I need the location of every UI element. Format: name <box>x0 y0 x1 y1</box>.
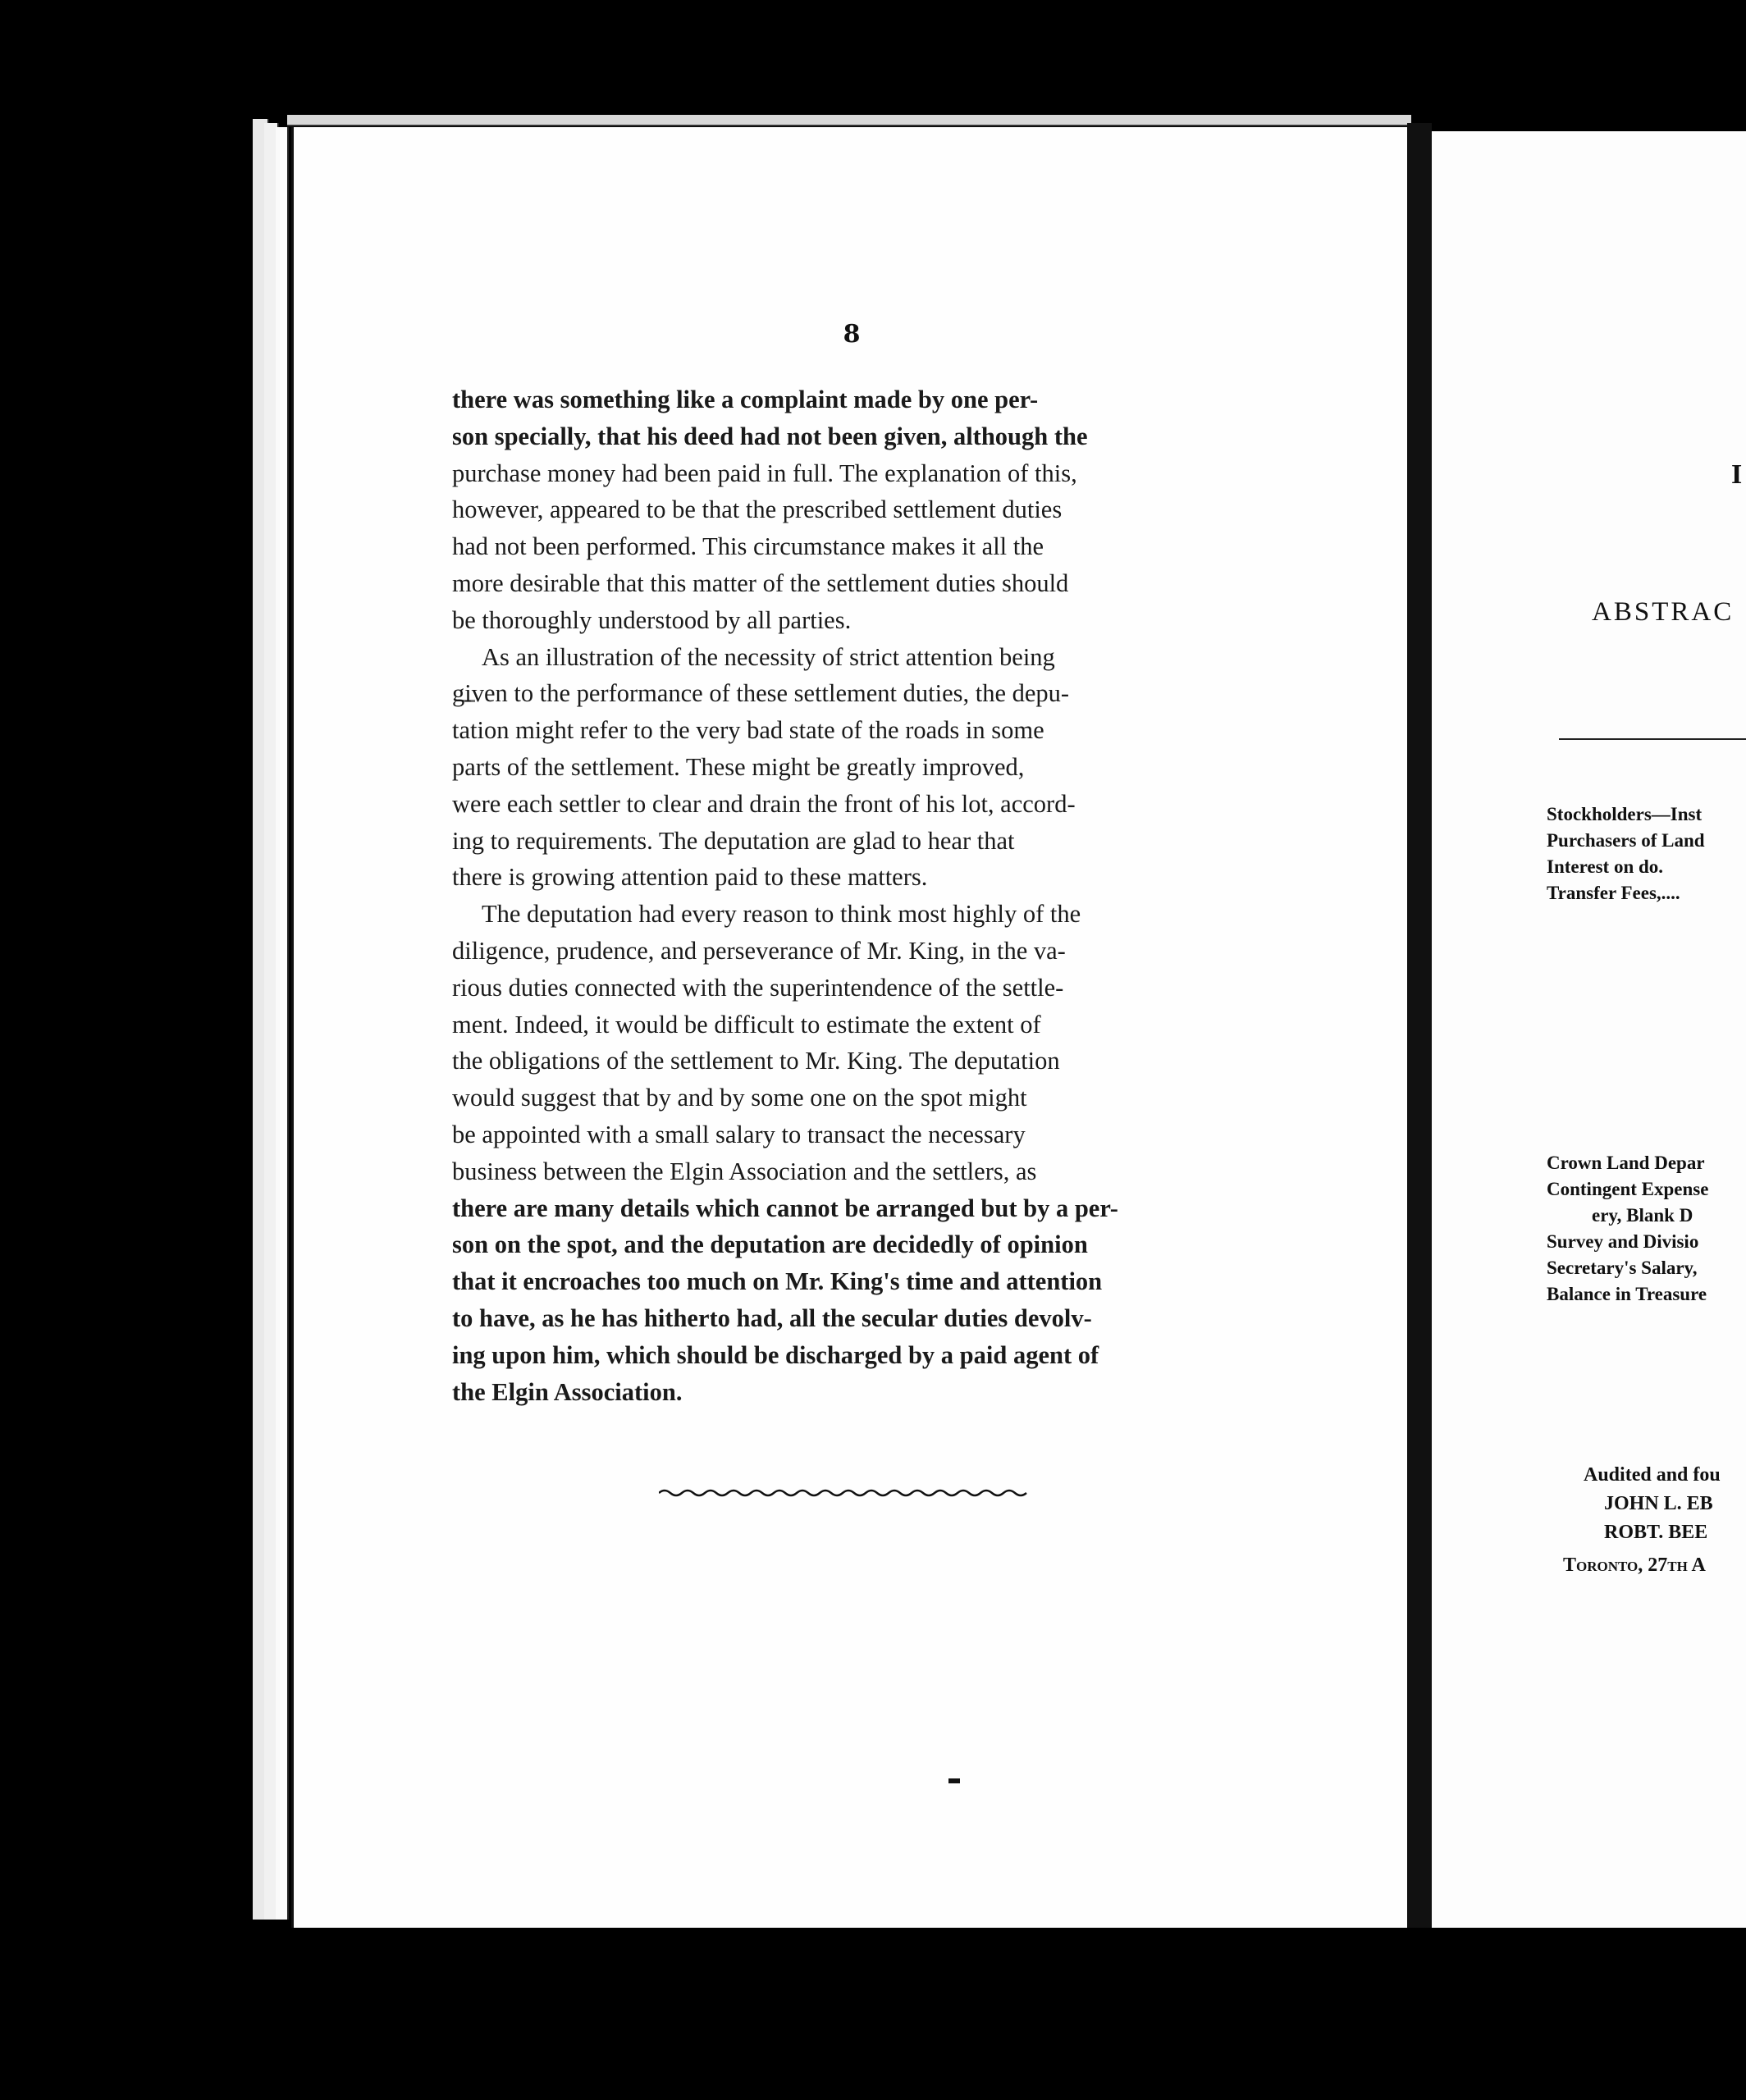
line: to have, as he has hitherto had, all the secular duties devolv- <box>452 1303 1092 1332</box>
expenditure-row: ery, Blank D <box>1592 1205 1693 1226</box>
line: be thoroughly understood by all parties. <box>452 605 852 634</box>
horizontal-rule <box>1559 738 1746 740</box>
line: more desirable that this matter of the settlement duties should <box>452 568 1069 597</box>
page-edge <box>276 127 289 1920</box>
audit-signatory: ROBT. BEE <box>1604 1522 1708 1543</box>
expenditure-row: Survey and Divisio <box>1547 1231 1699 1252</box>
receipt-row: Purchasers of Land <box>1547 830 1705 851</box>
page-number: 8 <box>843 320 861 349</box>
line: the obligations of the settlement to Mr. King. The deputation <box>452 1047 1060 1075</box>
audit-line: Audited and fou <box>1584 1464 1721 1486</box>
heading-fragment: I <box>1731 459 1743 490</box>
receipt-row: Interest on do. <box>1547 856 1664 877</box>
line: there is growing attention paid to these matters. <box>452 863 928 892</box>
expenditure-row: Crown Land Depar <box>1547 1153 1705 1173</box>
expenditure-row: Contingent Expense <box>1547 1179 1709 1199</box>
line: ing upon him, which should be discharged by a paid agent of <box>452 1340 1099 1369</box>
line: As an illustration of the necessity of strict attention being <box>482 642 1055 671</box>
line: there was something like a complaint made by one per- <box>452 386 1039 413</box>
book-gutter <box>1407 123 1432 1928</box>
line: given to the performance of these settlement duties, the depu- <box>452 679 1070 708</box>
paragraph-2 <box>452 639 1252 897</box>
line: that it encroaches too much on Mr. King's time and attention <box>452 1267 1103 1296</box>
line: would suggest that by and by some one on the spot might <box>452 1084 1027 1112</box>
line: rious duties connected with the superintendence of the settle- <box>452 973 1064 1002</box>
abstract-heading-fragment: ABSTRAC <box>1592 597 1735 627</box>
line: ing to requirements. The deputation are glad to hear that <box>452 826 1015 855</box>
audit-signatory: JOHN L. EB <box>1604 1493 1713 1514</box>
line: had not been performed. This circumstance makes it all the <box>452 532 1044 561</box>
expenditure-row: Secretary's Salary, <box>1547 1258 1698 1278</box>
receipt-row: Stockholders—Inst <box>1547 804 1703 824</box>
line: son specially, that his deed had not been given, although the <box>452 422 1088 450</box>
line: son on the spot, and the deputation are decidedly of opinion <box>452 1230 1088 1259</box>
ink-mark <box>948 1778 960 1783</box>
left-page <box>291 127 1410 1928</box>
audit-place-date: Toronto, 27th A <box>1563 1554 1706 1576</box>
line: be appointed with a small salary to transact the necessary <box>452 1120 1026 1148</box>
body-text <box>452 381 1252 1410</box>
wavy-rule-ornament <box>659 1485 1028 1501</box>
line: ment. Indeed, it would be difficult to estimate the extent of <box>452 1010 1041 1039</box>
paragraph-3 <box>452 896 1252 1410</box>
line: parts of the settlement. These might be greatly improved, <box>452 752 1025 781</box>
line: the Elgin Association. <box>452 1377 683 1406</box>
line: The deputation had every reason to think most highly of the <box>482 900 1081 929</box>
receipt-row: Transfer Fees,.... <box>1547 883 1680 903</box>
line: however, appeared to be that the prescribed settlement duties <box>452 495 1063 524</box>
line: diligence, prudence, and perseverance of Mr. King, in the va- <box>452 936 1066 965</box>
line: tation might refer to the very bad state of the roads in some <box>452 716 1044 745</box>
paragraph-1 <box>452 381 1252 639</box>
line: business between the Elgin Association and the settlers, as <box>452 1157 1037 1185</box>
line: were each settler to clear and drain the front of his lot, accord- <box>452 789 1076 818</box>
right-page <box>1432 131 1746 1928</box>
line: there are many details which cannot be arranged but by a per- <box>452 1194 1118 1222</box>
page-top-edge <box>287 115 1411 126</box>
expenditure-row: Balance in Treasure <box>1547 1284 1707 1304</box>
line: purchase money had been paid in full. The explanation of this, <box>452 459 1077 487</box>
